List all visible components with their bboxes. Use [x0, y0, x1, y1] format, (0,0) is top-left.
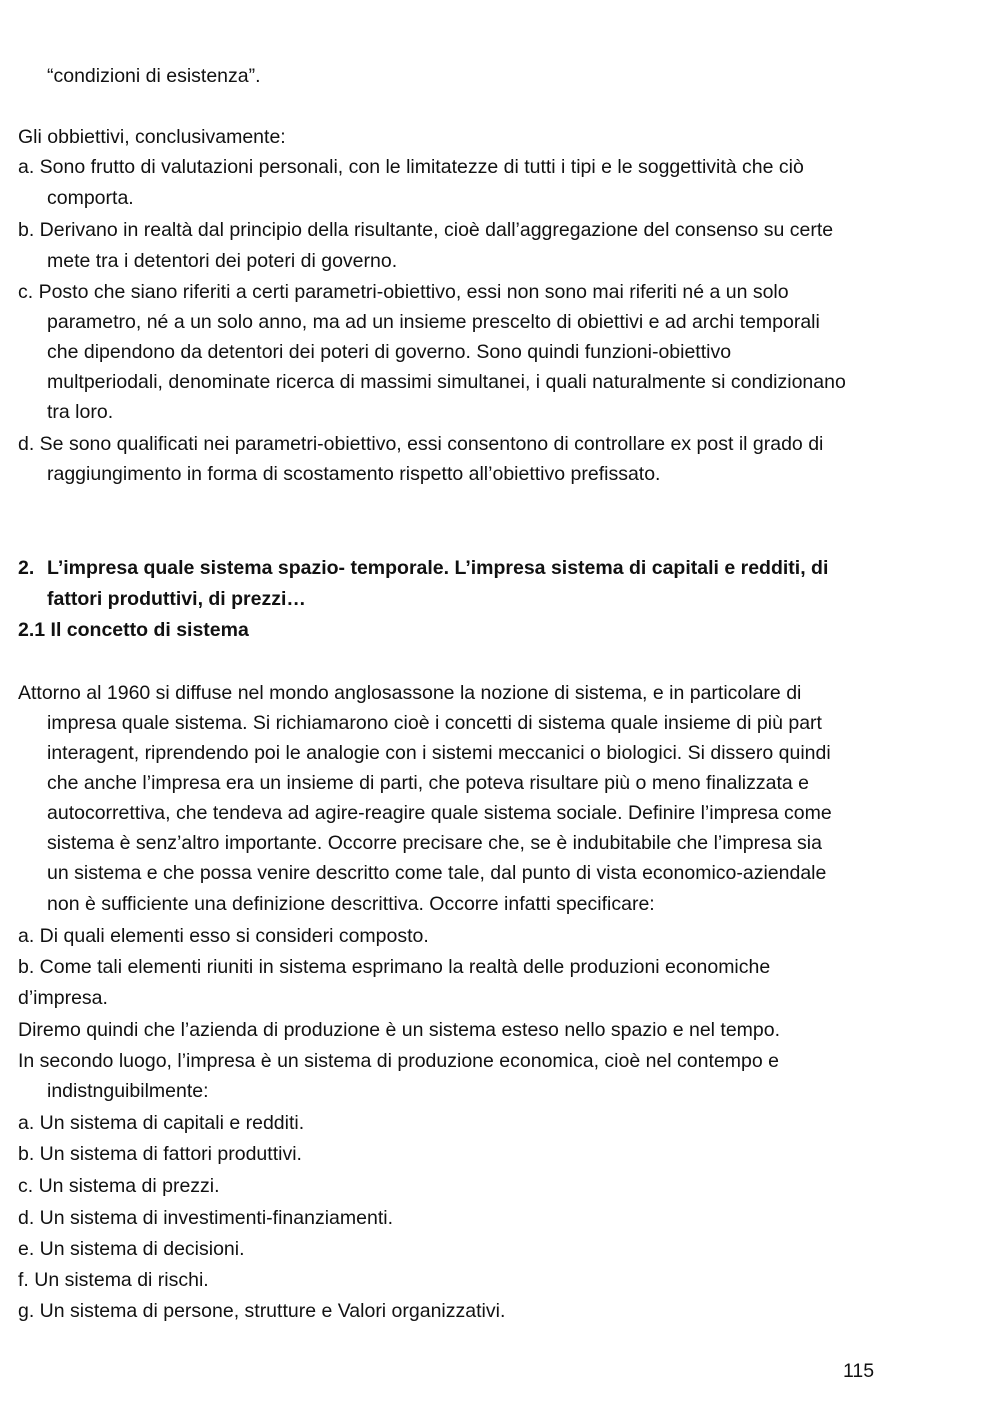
paragraph-line: Attorno al 1960 si diffuse nel mondo anglosassone la nozione di sistema, e in particolare di: [18, 682, 802, 704]
paragraph-line: interagent, riprendendo poi le analogie con i sistemi meccanici o biologici. Si dissero quindi: [47, 742, 831, 764]
objective-b-line: b. Derivano in realtà dal principio della risultante, cioè dall’aggregazione del consenso su certe: [18, 219, 834, 241]
paragraph-line: autocorrettiva, che tendeva ad agire-reagire quale sistema sociale. Definire l’impresa come: [47, 802, 832, 824]
system-item: c. Un sistema di prezzi.: [18, 1175, 220, 1197]
page-number: 115: [843, 1360, 875, 1382]
second-line: indistnguibilmente:: [47, 1080, 209, 1102]
objective-a-line: a. Sono frutto di valutazioni personali, con le limitatezze di tutti i tipi e le soggettività che ciò: [18, 156, 804, 178]
paragraph-line: sistema è senz’altro importante. Occorre precisare che, se è indubitabile che l’impresa sia: [47, 832, 822, 854]
paragraph-line: un sistema e che possa venire descritto come tale, dal punto di vista economico-aziendale: [47, 862, 827, 884]
section-number: 2.: [18, 557, 35, 579]
spec-b-line: d’impresa.: [18, 987, 108, 1009]
spec-a: a. Di quali elementi esso si consideri composto.: [18, 925, 429, 947]
objective-c-line: c. Posto che siano riferiti a certi parametri-obiettivo, essi non sono mai riferiti né a un solo: [18, 281, 789, 303]
spec-b-line: b. Come tali elementi riuniti in sistema esprimano la realtà delle produzioni economiche: [18, 956, 771, 978]
objective-d-line: raggiungimento in forma di scostamento rispetto all’obiettivo prefissato.: [47, 463, 661, 485]
system-item: a. Un sistema di capitali e redditi.: [18, 1112, 305, 1134]
intro-line: “condizioni di esistenza”.: [47, 65, 261, 87]
objective-c-line: che dipendono da detentori dei poteri di governo. Sono quindi funzioni-obiettivo: [47, 341, 732, 363]
paragraph-line: che anche l’impresa era un insieme di parti, che poteva risultare più o meno finalizzata e: [47, 772, 809, 794]
paragraph-line: impresa quale sistema. Si richiamarono cioè i concetti di sistema quale insieme di più part: [47, 712, 822, 734]
system-item: g. Un sistema di persone, strutture e Valori organizzativi.: [18, 1300, 506, 1322]
objective-d-line: d. Se sono qualificati nei parametri-obiettivo, essi consentono di controllare ex post il grado di: [18, 433, 824, 455]
statement: Diremo quindi che l’azienda di produzione è un sistema esteso nello spazio e nel tempo.: [18, 1019, 781, 1041]
objective-b-line: mete tra i detentori dei poteri di governo.: [47, 250, 398, 272]
system-item: f. Un sistema di rischi.: [18, 1269, 209, 1291]
subsection-title: 2.1 Il concetto di sistema: [18, 619, 249, 641]
section-title-line: fattori produttivi, di prezzi…: [47, 588, 306, 610]
section-title-line: L’impresa quale sistema spazio- temporale. L’impresa sistema di capitali e redditi, di: [47, 557, 829, 579]
objective-c-line: multperiodali, denominate ricerca di massimi simultanei, i quali naturalmente si condizionano: [47, 371, 846, 393]
objective-c-line: parametro, né a un solo anno, ma ad un insieme prescelto di obiettivi e ad archi temporali: [47, 311, 820, 333]
objective-a-line: comporta.: [47, 187, 134, 209]
second-line: In secondo luogo, l’impresa è un sistema di produzione economica, cioè nel contempo e: [18, 1050, 779, 1072]
system-item: b. Un sistema di fattori produttivi.: [18, 1143, 302, 1165]
paragraph-line: non è sufficiente una definizione descrittiva. Occorre infatti specificare:: [47, 893, 655, 915]
objectives-heading: Gli obbiettivi, conclusivamente:: [18, 126, 286, 148]
objective-c-line: tra loro.: [47, 401, 114, 423]
system-item: d. Un sistema di investimenti-finanziamenti.: [18, 1207, 393, 1229]
system-item: e. Un sistema di decisioni.: [18, 1238, 245, 1260]
